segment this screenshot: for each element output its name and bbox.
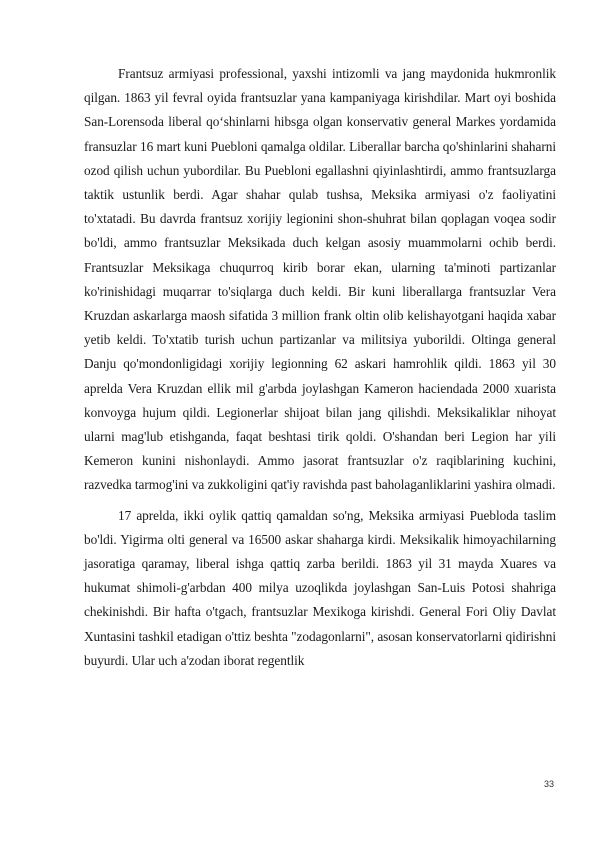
paragraph-1: Frantsuz armiyasi professional, yaxshi intizomli va jang maydonida hukmronlik qilgan. 1863 yil fevral oyida frantsuzlar yana kampaniyaga kirishdilar. Mart oyi boshida San-Lorensoda liberal qo‘shinlarni hibsga olgan konservativ general Markes yordamida fransuzlar 16 mart kuni Puebloni qamalga oldilar. Liberallar barcha qo'shinlarini shaharni ozod qilish uchun yubordilar. Bu Puebloni egallashni qiyinlashtirdi, ammo frantsuzlarga taktik ustunlik berdi. Agar shahar qulab tushsa, Meksika armiyasi o'z faoliyatini to'xtatadi. Bu davrda frantsuz xorijiy legionini shon-shuhrat bilan qoplagan voqea sodir bo'ldi, ammo frantsuzlar Meksikada duch kelgan asosiy muammolarni ochib berdi. Frantsuzlar Meksikaga chuqurroq kirib borar ekan, ularning ta'minoti partizanlar ko'rinishidagi muqarrar to'siqlarga duch keldi. Bir kuni liberallarga frantsuzlar Vera Kruzdan askarlarga maosh sifatida 3 million frank oltin olib kelishayotgani haqida xabar yetib keldi. To'xtatib turish uchun partizanlar va militsiya yuborildi. Oltinga general Danju qo'mondonligidagi xorijiy legionning 62 askari hamrohlik qildi. 1863 yil 30 aprelda Vera Kruzdan ellik mil g'arbda joylashgan Kameron haciendada 2000 xuarista konvoyga hujum qildi. Legionerlar shijoat bilan jang qilishdi. Meksikaliklar nihoyat ularni mag'lub etishganda, faqat beshtasi tirik qoldi. O'shandan beri Legion har yili Kemeron kunini nishonlaydi. Ammo jasorat frantsuzlar o'z raqiblarining kuchini, razvedka tarmog'ini va zukkoligini qat'iy ravishda past baholaganliklarini yashira olmadi.	[84, 66, 556, 493]
page-number: 33	[543, 779, 554, 789]
paragraph-2: 17 aprelda, ikki oylik qattiq qamaldan so'ng, Meksika armiyasi Puebloda taslim bo'ldi. Yigirma olti general va 16500 askar shaharga kirdi. Meksikalik himoyachilarning jasoratiga qaramay, liberal ishga qattiq zarba berildi. 1863 yil 31 mayda Xuares va hukumat shimoli-g'arbdan 400 milya uzoqlikda joylashgan San-Luis Potosi shahriga chekinishdi. Bir hafta o'tgach, frantsuzlar Mexikoga kirishdi. General Fori Oliy Davlat Xuntasini tashkil etadigan o'ttiz beshta "zodagonlarni", asosan konservatorlarni qidirishni buyurdi. Ular uch a'zodan iborat regentlik	[84, 507, 556, 668]
body-text	[84, 62, 556, 673]
